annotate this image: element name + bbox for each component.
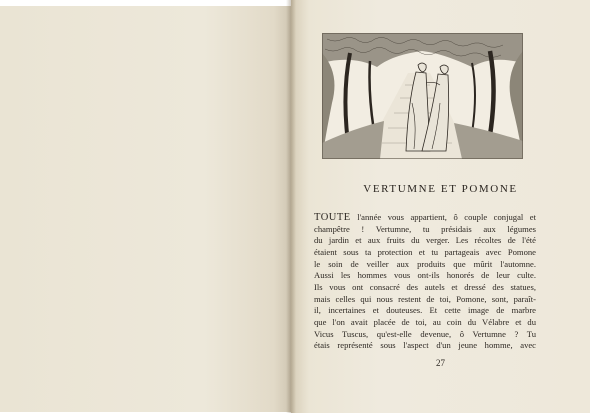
page-number: 27 [436,358,445,368]
vertumnus-pomona-engraving [322,33,523,159]
paragraph-line: le soin de veiller aux produits que mûrit l'automne. [314,258,536,269]
line-text: l'année vous appartient, ô couple conjugal et [350,212,536,222]
paragraph-line: étais représenté sous l'aspect d'un jeune homme, avec [314,340,536,351]
paragraph-line: étaient sous ta protection et tu partageais avec Pomone [314,246,536,257]
left-page-blank [0,6,291,412]
chapter-paragraph [314,212,536,352]
book-gutter [286,0,296,413]
paragraph-line: que l'on avait placée de toi, au coin du Vélabre et du [314,316,536,327]
paragraph-line: Ils vous ont consacré des autels et dressé des statues, [314,281,536,292]
paragraph-line: mais celles qui nous restent de toi, Pomone, sont, paraît- [314,293,536,304]
paragraph-line-1 [314,212,536,224]
paragraph-line: Aussi les hommes vous ont-ils honorés de leur culte. [314,270,536,281]
paragraph-line: du jardin et aux fruits du verger. Les récoltes de l'été [314,235,536,246]
first-word: TOUTE [314,212,351,223]
paragraph-line: Vicus Tuscus, qu'est-elle devenue, ô Vertumne ? Tu [314,328,536,339]
paragraph-line: champêtre ! Vertumne, tu présidais aux légumes [314,223,536,234]
chapter-title: VERTUMNE ET POMONE [363,183,518,195]
paragraph-line: il, incertaines et douteuses. Et cette image de marbre [314,305,536,316]
